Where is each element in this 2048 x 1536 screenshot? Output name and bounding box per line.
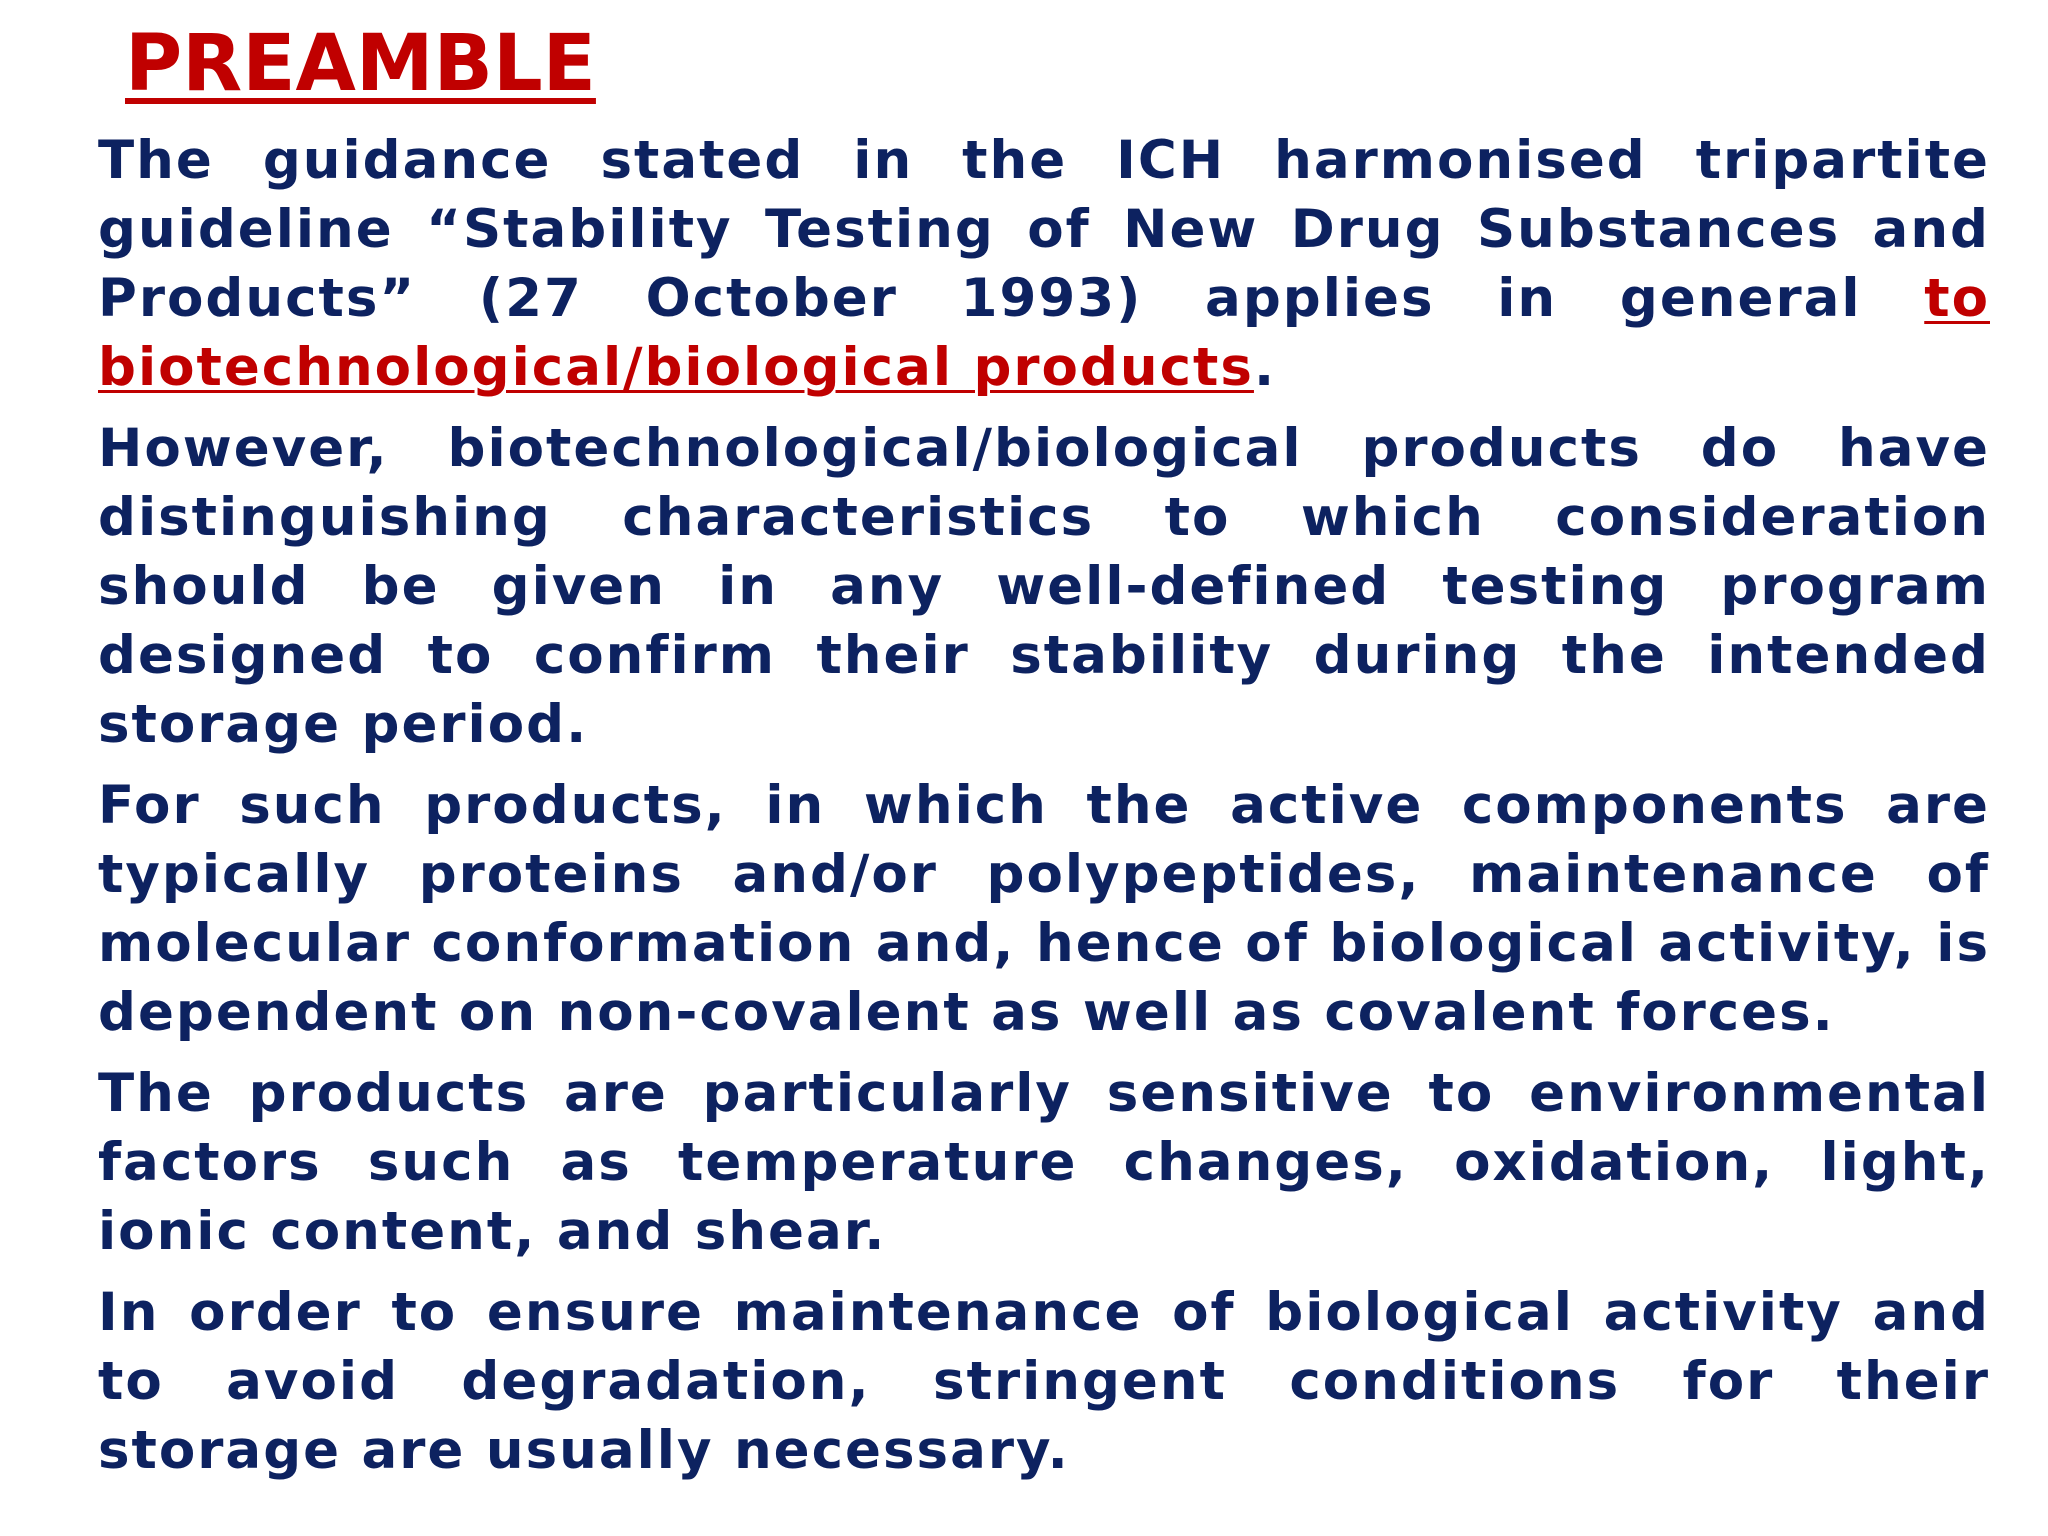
highlighted-phrase: to biotechnological/biological products xyxy=(98,268,1990,398)
slide-title: PREAMBLE xyxy=(125,19,596,109)
paragraph-end-punctuation: . xyxy=(1253,337,1277,398)
paragraph-text: The guidance stated in the ICH harmonised tripartite guideline “Stability Testing of New Drug Substances and Products” (27 October 1993) applies in general xyxy=(98,130,1990,329)
paragraph-ich-guidance xyxy=(98,126,1990,402)
slide-body xyxy=(98,126,1990,1497)
paragraph-molecular-conformation: For such products, in which the active components are typically proteins and/or polypeptides, maintenance of molecular conformation and, hence of biological activity, is dependent on non-covalent as well as covalent forces. xyxy=(98,775,1990,1043)
paragraph-environmental-sensitivity: The products are particularly sensitive to environmental factors such as temperature changes, oxidation, light, ionic content, and shear. xyxy=(98,1063,1990,1262)
paragraph-storage-conditions: In order to ensure maintenance of biological activity and to avoid degradation, stringent conditions for their storage are usually necessary. xyxy=(98,1282,1990,1481)
paragraph-distinguishing-characteristics: However, biotechnological/biological products do have distinguishing characteristics to which consideration should be given in any well-defined testing program designed to confirm their stability during the intended storage period. xyxy=(98,418,1990,755)
